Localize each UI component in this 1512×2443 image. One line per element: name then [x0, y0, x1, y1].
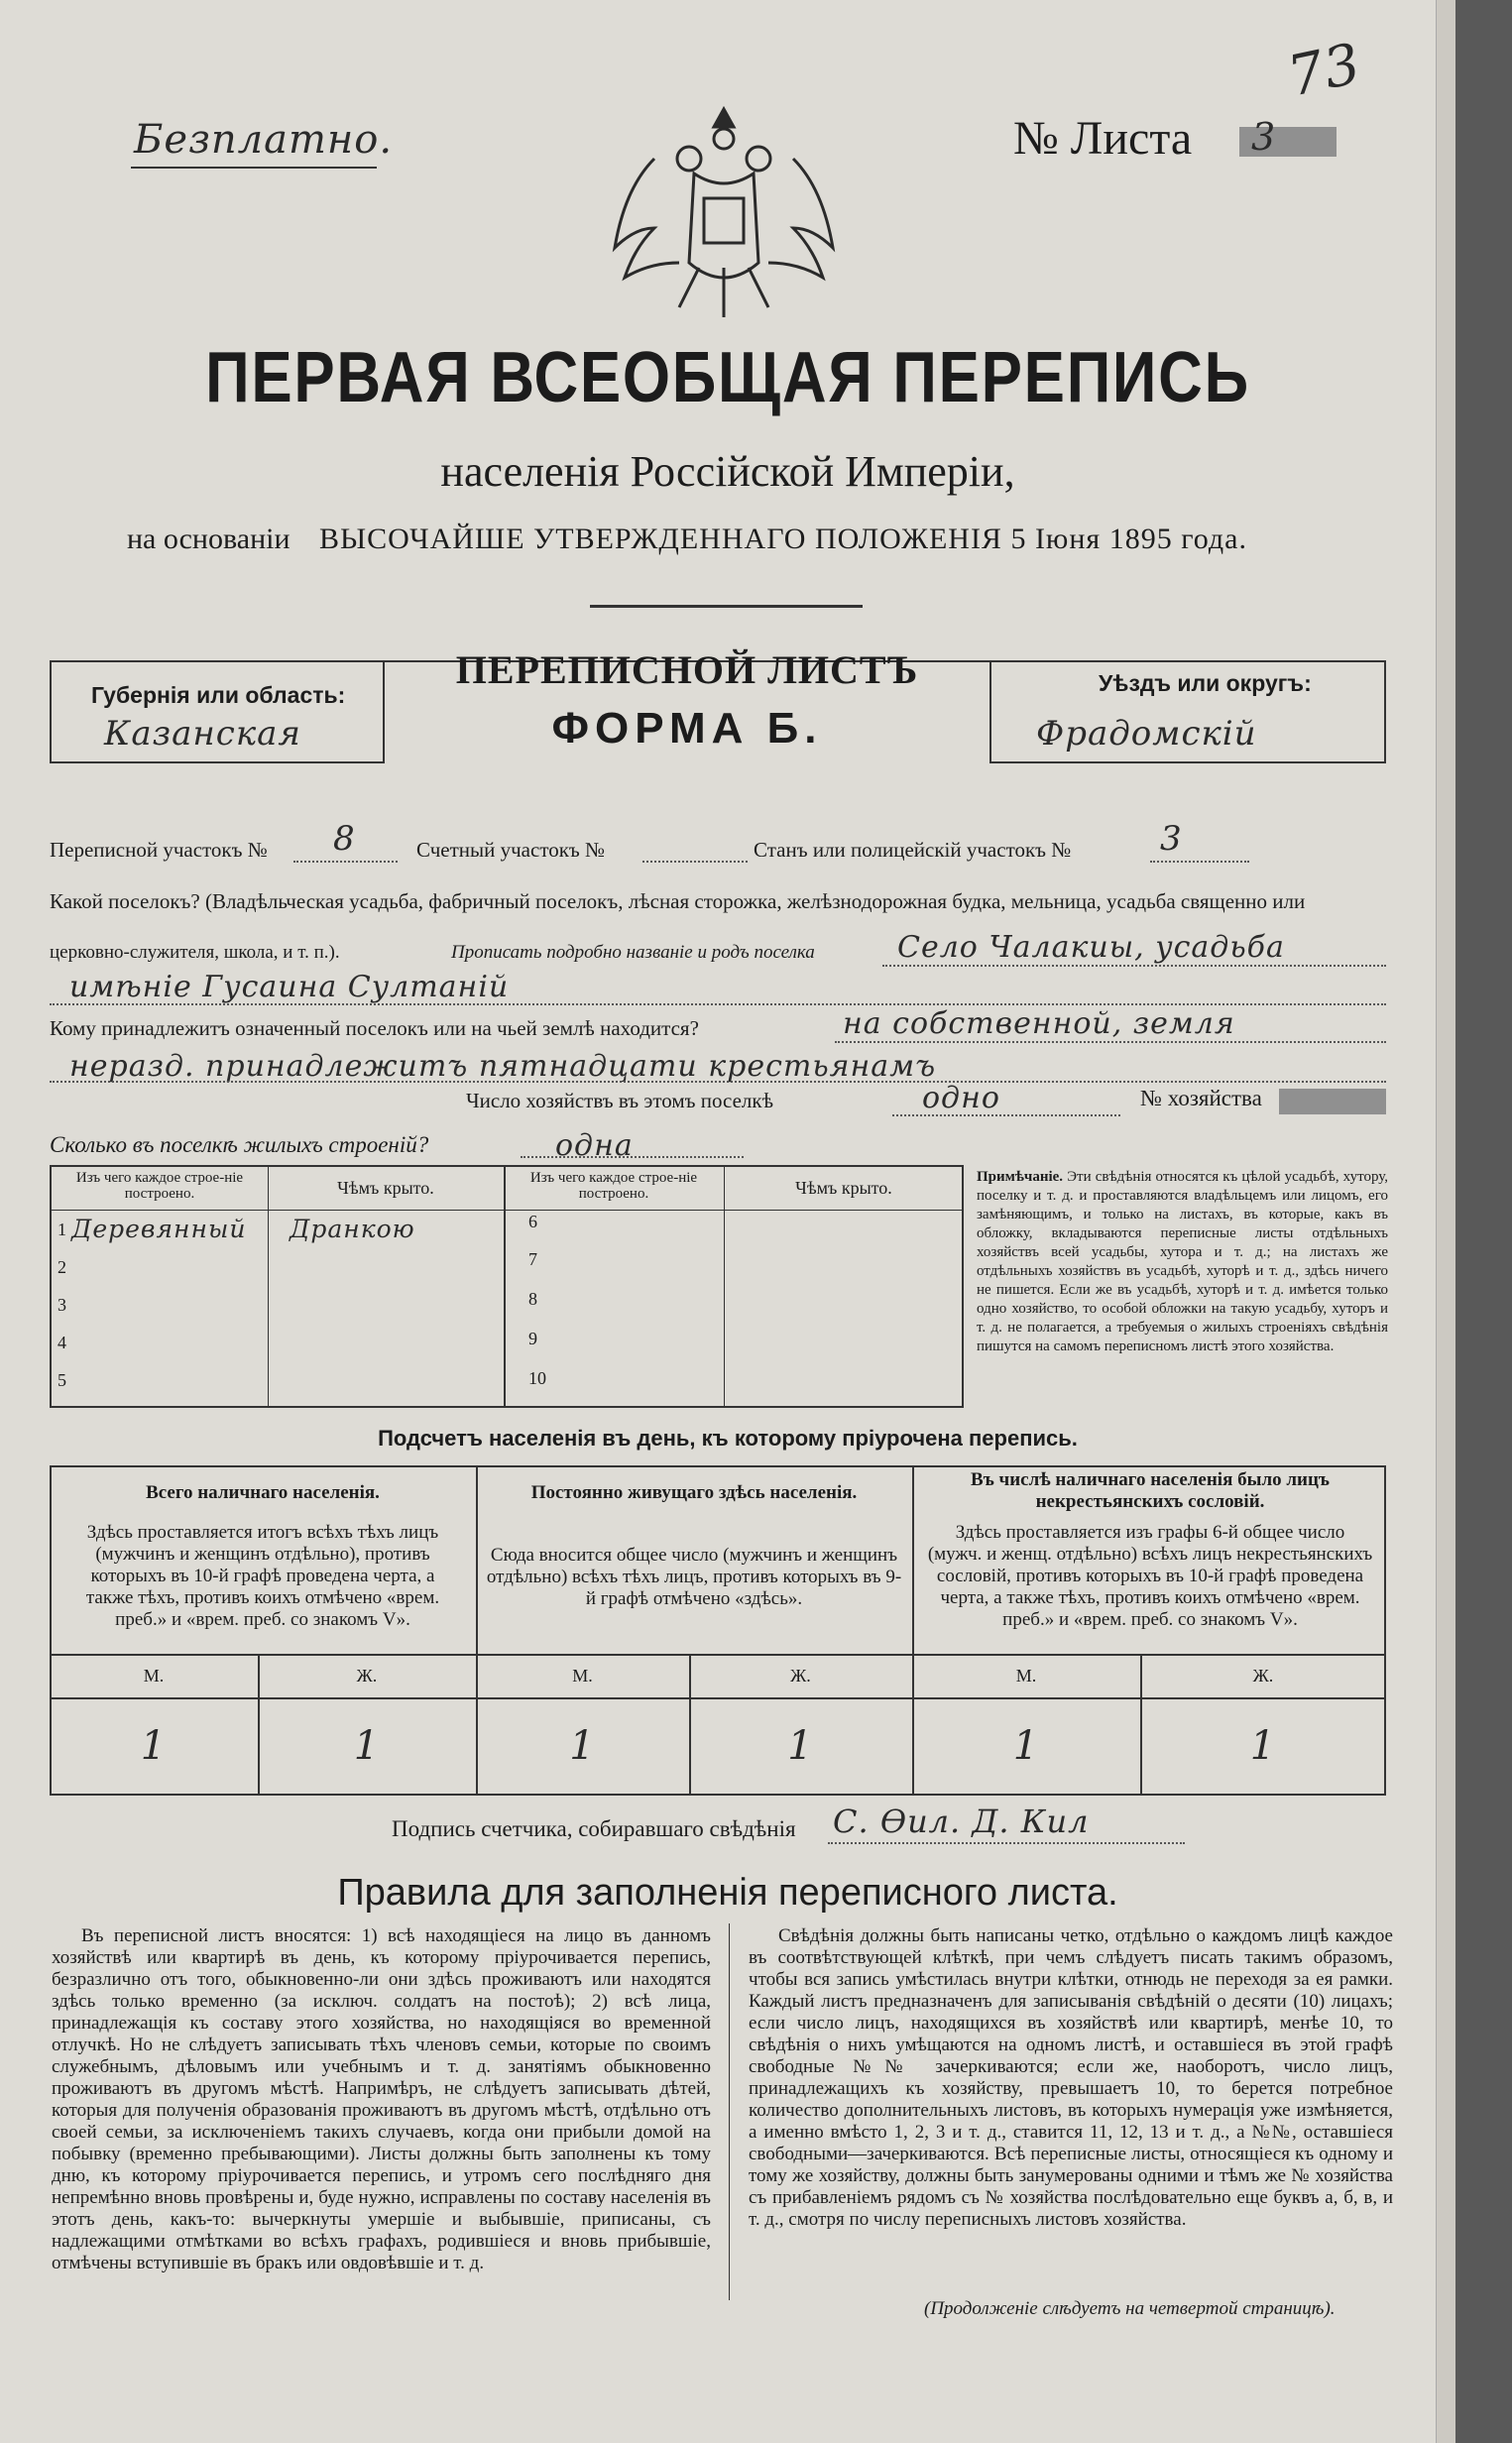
owner-question: Кому принадлежитъ означенный поселокъ или на чьей землѣ находится? — [50, 1016, 699, 1040]
double-headed-eagle-emblem — [595, 99, 853, 327]
form-title: ПЕРЕПИСНОЙ ЛИСТЪ — [455, 647, 919, 692]
building-row-number: 3 — [58, 1295, 66, 1315]
pop-col2-text: Сюда вносится общее число (мужчинъ и женщинъ отдѣльно) всѣхъ тѣхъ лицъ, противъ которыхъ въ 9-й графѣ отмѣчено «здѣсь». — [486, 1545, 902, 1609]
form-name: ФОРМА Б. — [551, 704, 823, 753]
buildings-value[interactable]: одна — [555, 1128, 634, 1163]
household-number-box[interactable] — [1279, 1089, 1386, 1114]
building-row-number: 10 — [528, 1368, 546, 1388]
pop-col3-title: Въ числѣ наличнаго населенія было лицъ некрестьянскихъ сословій. — [971, 1469, 1330, 1512]
pop-f-label: Ж. — [790, 1666, 811, 1686]
note-block — [977, 1168, 1388, 1356]
note-label: Примѣчаніе. — [977, 1169, 1064, 1185]
stan-line — [1150, 861, 1249, 863]
building-row-number: 9 — [528, 1329, 537, 1348]
pop-nonpeasant-m-value[interactable]: 1 — [1012, 1723, 1040, 1769]
rules-right-column: Свѣдѣнія должны быть написаны четко, отдѣльно о каждомъ лицѣ каждое въ соотвѣтствующей клѣткѣ, при чемъ слѣдуетъ писать такимъ образомъ, чтобы вся запись умѣстилась внутри клѣтки, отнюдь не переходя за ея рамки. Каждый листъ предназначенъ для записыванія свѣдѣній о десяти (10) лицахъ; если число лицъ, находящихся въ хозяйствѣ или квартирѣ, менѣе 10, то свѣдѣнія о нихъ умѣщаются на одномъ листѣ, и оставшіеся въ этой графѣ свободные №№ зачеркиваются; если же, наоборотъ, число лицъ, принадлежащихъ къ хозяйству, превышаетъ 10, то берется потребное количество дополнительныхъ листовъ, въ которыхъ нумерація уже измѣняется, а именно вмѣсто 1, 2, 3 и т. д., ставится 11, 12, 13 и т. д., а №№, оставшіеся свободными—зачеркиваются. Всѣ переписные листы, относящіеся къ одному и тому же хозяйству, должны быть занумерованы одними и тѣмъ же № хозяйства съ прибавленіемъ рядомъ съ № хозяйства послѣдовательно еще буквъ а, б, в, и т. д., смотря по числу переписныхъ листовъ хозяйства. — [749, 1925, 1393, 2230]
pop-col3-text: Здѣсь проставляется изъ графы 6-й общее число (мужч. и женщ. отдѣльно) всѣхъ лицъ некрестьянскихъ сословій, противъ которыхъ въ 10-й графѣ проведена черта, а также тѣхъ, противъ коихъ отмѣчено «врем. преб.» и «врем. преб. со знакомъ V». — [927, 1522, 1373, 1630]
buildings-col-roof-left: Чѣмъ крыто. — [337, 1178, 434, 1198]
signature-line — [828, 1842, 1185, 1844]
buildings-col-material-left: Изъ чего каждое строе-ніе построено. — [75, 1170, 244, 1202]
owner-line-2 — [50, 1081, 1386, 1083]
pop-m-label: М. — [572, 1666, 593, 1686]
pop-m-label: М. — [1015, 1666, 1037, 1686]
rules-title: Правила для заполненія переписного листа. — [337, 1872, 1118, 1914]
binding-strip — [1436, 0, 1456, 2443]
buildings-col-sep-right — [724, 1165, 725, 1408]
owner-value-2[interactable]: неразд. принадлежитъ пятнадцати крестьянамъ — [69, 1049, 937, 1084]
signature-label: Подпись счетчика, собиравшаго свѣдѣнія — [392, 1816, 796, 1841]
pop-col1-title: Всего наличнаго населенія. — [146, 1482, 380, 1503]
count-district-line — [642, 861, 748, 863]
note-text: Эти свѣдѣнія относятся къ цѣлой усадьбѣ, хутору, поселку и т. д. и проставляются владѣльцемъ или лицомъ, его замѣняющимъ, и только на листахъ, въ которые, какъ въ обложку, вкладываются переписные листы отдѣльныхъ хозяйствъ всей усадьбы, хутора и т. д.; на листахъ же отдѣльныхъ хозяйствъ въ усадьбѣ, хуторѣ и т. д., здѣсь ничего не пишется. Если же въ усадьбѣ, хуторѣ и т. д. имѣется только одно хозяйство, то особой обложки на такую усадьбу, хуторъ и т. д. не полагается, а требуемыя о жилыхъ строеніяхъ свѣдѣнія пишутся на самомъ переписномъ листѣ этого хозяйства. — [977, 1169, 1388, 1354]
building-material[interactable]: Деревянный — [71, 1215, 247, 1243]
rules-column-divider — [729, 1923, 730, 2300]
signature-value[interactable]: С. Ѳил. Д. Кил — [833, 1803, 1090, 1840]
settlement-hint: Прописать подробно названіе и родъ поселка — [451, 942, 815, 963]
pop-nonpeasant-f-value[interactable]: 1 — [1249, 1723, 1277, 1769]
basis-prefix: на основаніи — [127, 523, 291, 555]
owner-value-1[interactable]: на собственной, земля — [843, 1006, 1235, 1041]
uezd-value[interactable]: Фрадомскій — [1036, 714, 1257, 754]
buildings-label: Сколько въ поселкѣ жилыхъ строеній? — [50, 1132, 429, 1157]
settlement-value-2[interactable]: имѣніе Гусаина Султаній — [69, 970, 510, 1004]
pop-total-f-value[interactable]: 1 — [353, 1723, 381, 1769]
pop-resident-m-value[interactable]: 1 — [569, 1723, 596, 1769]
building-row-number: 2 — [58, 1257, 66, 1277]
title-rule — [590, 605, 863, 608]
population-title: Подсчетъ населенія въ день, къ которому пріурочена перепись. — [378, 1426, 1078, 1451]
building-row-number: 5 — [58, 1370, 66, 1390]
buildings-col-material-right: Изъ чего каждое строе-ніе построено. — [529, 1170, 698, 1202]
buildings-col-sep-left — [268, 1165, 269, 1408]
building-row-number: 8 — [528, 1289, 537, 1309]
gubernia-label: Губернія или область: — [91, 682, 346, 708]
buildings-header-rule — [50, 1210, 964, 1211]
settlement-line-1 — [882, 965, 1386, 967]
stan-label: Станъ или полицейскій участокъ № — [754, 838, 1072, 862]
count-district-label: Счетный участокъ № — [416, 838, 606, 862]
rules-left-column: Въ переписной листъ вносятся: 1) всѣ находящіеся на лицо въ данномъ хозяйствѣ или квартирѣ въ день, къ которому пріурочивается перепись, безразлично отъ того, обыкновенно-ли они здѣсь проживаютъ или находятся здѣсь только временно (за исключ. солдатъ на постоѣ); 2) всѣ лица, принадлежащія къ составу этого хозяйства, но находящіяся во временной отлучкѣ. Но не слѣдуетъ записывать тѣхъ членовъ семьи, которые по своимъ служебнымъ, дѣловымъ или учебнымъ и т. д. занятіямъ обыкновенно проживаютъ въ другомъ мѣстѣ. Напримѣръ, не слѣдуетъ записывать дѣтей, которыя для полученія образованія проживаютъ въ другомъ мѣстѣ, отдѣльно отъ своей семьи, за исключеніемъ такихъ случаевъ, когда они прибыли домой на побывку (временно пребывающими). Листы должны быть заполнены къ тому дню, къ которому пріурочивается перепись, и утромъ сего послѣдняго дня непремѣнно вновь провѣрены и, буде нужно, исправлены по составу населенія въ этотъ день, какъ-то: вычеркнуты умершіе и выбывшіе, приписаны, съ надлежащими отмѣтками во всѣхъ графахъ, родившіеся и вновь прибывшіе, отмѣчены вступившіе въ бракъ или овдовѣвшіе и т. д. — [52, 1925, 711, 2273]
building-row-number: 6 — [528, 1212, 537, 1231]
uezd-label: Уѣздъ или округъ: — [1099, 670, 1312, 696]
pop-total-m-value[interactable]: 1 — [140, 1723, 168, 1769]
pop-col2-title: Постоянно живущаго здѣсь населенія. — [530, 1482, 858, 1503]
pop-resident-f-value[interactable]: 1 — [787, 1723, 814, 1769]
households-value[interactable]: одно — [922, 1081, 1000, 1115]
buildings-table-divider — [504, 1165, 506, 1408]
sheet-number-value: 3 — [1251, 115, 1277, 159]
population-value-rule — [50, 1697, 1386, 1699]
households-line — [892, 1114, 1120, 1116]
scan-background — [1455, 0, 1512, 2443]
settlement-line-2 — [50, 1003, 1386, 1005]
building-row-number: 4 — [58, 1333, 66, 1352]
main-title: ПЕРВАЯ ВСЕОБЩАЯ ПЕРЕПИСЬ — [205, 338, 1250, 417]
building-row-number: 1 — [58, 1220, 66, 1239]
settlement-question: Какой поселокъ? (Владѣльческая усадьба, фабричный поселокъ, лѣсная сторожка, желѣзнодорожная будка, мельница, усадьба священно или — [50, 889, 1306, 913]
pop-col1-text: Здѣсь проставляется итогъ всѣхъ тѣхъ лицъ (мужчинъ и женщинъ отдѣльно), противъ которыхъ въ 10-й графѣ проведена черта, а также тѣхъ, противъ коихъ отмѣчено «врем. преб.» и «врем. преб. со знакомъ V». — [85, 1522, 440, 1630]
pop-f-label: Ж. — [1252, 1666, 1274, 1686]
sheet-number-label: № Листа — [1013, 112, 1193, 165]
settlement-question-2: церковно-служителя, школа, и т. п.). — [50, 942, 340, 963]
settlement-value-1[interactable]: Село Чалакиы, усадьба — [897, 930, 1285, 965]
households-label: Число хозяйствъ въ этомъ поселкѣ — [466, 1089, 773, 1112]
free-underline — [131, 167, 377, 169]
gubernia-value[interactable]: Казанская — [104, 714, 301, 754]
stan-value[interactable]: 3 — [1160, 819, 1183, 859]
pop-f-label: Ж. — [356, 1666, 378, 1686]
buildings-line — [521, 1156, 744, 1158]
population-mf-rule — [50, 1654, 1386, 1656]
pop-m-label: М. — [143, 1666, 165, 1686]
census-district-line — [293, 861, 398, 863]
basis-text: ВЫСОЧАЙШЕ УТВЕРЖДЕННАГО ПОЛОЖЕНІЯ 5 Іюня 1895 года. — [319, 523, 1247, 555]
household-number-label: № хозяйства — [1140, 1086, 1262, 1110]
free-label: Безплатно. — [134, 117, 394, 163]
buildings-col-roof-right: Чѣмъ крыто. — [795, 1178, 892, 1198]
building-row-number: 7 — [528, 1249, 537, 1269]
rules-continued: (Продолженіе слѣдуетъ на четвертой страницѣ). — [924, 2298, 1336, 2319]
census-district-label: Переписной участокъ № — [50, 838, 268, 862]
census-district-value[interactable]: 8 — [333, 819, 356, 859]
subtitle: населенія Россійской Имперіи, — [440, 447, 1015, 496]
building-roof[interactable]: Дранкою — [290, 1215, 415, 1243]
folio-number: 73 — [1282, 31, 1367, 110]
owner-line-1 — [835, 1041, 1386, 1043]
